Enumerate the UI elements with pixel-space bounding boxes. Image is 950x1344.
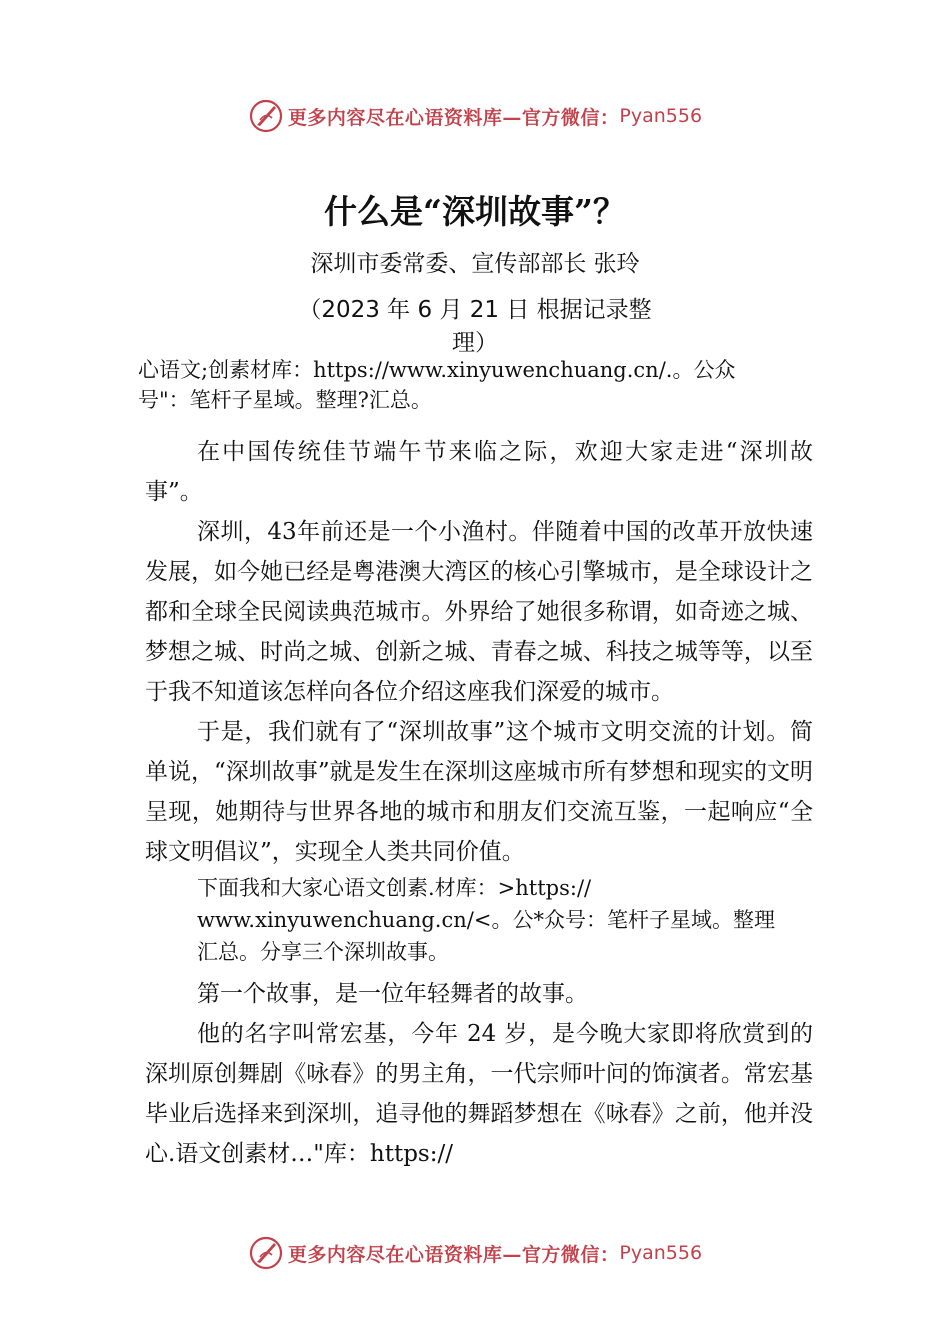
author-line: 深圳市委常委、宣传部部长 张玲: [310, 251, 640, 277]
source-note-line-2: 号"：笔杆子星域。整理?汇总。: [138, 388, 432, 412]
paragraph: 深圳，43年前还是一个小渔村。伴随着中国的改革开放快速发展，如今她已经是粤港澳大湾区的核心引擎城市，是全球设计之都和全球全民阅读典范城市。外界给了她很多称谓，如奇迹之城、梦想之城、时尚之城、创新之城、青春之城、科技之城等等，以至于我不知道该怎样向各位介绍这座我们深爱的城市。: [145, 519, 813, 705]
article-body: [145, 432, 813, 1174]
date-open: （: [298, 297, 322, 323]
quill-logo-icon: [248, 1235, 284, 1271]
header-banner-text: 更多内容尽在心语资料库—官方微信：: [287, 106, 620, 129]
date-month-unit: 月: [432, 297, 470, 323]
date-year-unit: 年: [379, 297, 418, 323]
footer-banner: [0, 1231, 950, 1275]
date-month: 6: [417, 297, 433, 323]
footer-banner-text: 更多内容尽在心语资料库—官方微信：: [287, 1243, 620, 1266]
date-day-unit: 日 根据记录整: [499, 297, 652, 323]
source-note-mid: [145, 872, 837, 968]
source-mid-line-1: 下面我和大家心语文创素.材库：>https://: [197, 876, 592, 900]
date-day: 21: [469, 297, 500, 323]
page-title: 什么是“深圳故事”？: [324, 192, 626, 231]
date-year: 2023: [321, 297, 380, 323]
date-line: [0, 294, 950, 360]
footer-banner-wechat: Pyan556: [619, 1242, 703, 1264]
date-line-2: 理）: [452, 330, 498, 356]
header-banner-wechat: Pyan556: [619, 105, 703, 127]
source-note-line-1: 心语文;创素材库：https://www.xinyuwenchuang.cn/.。公众: [138, 358, 736, 382]
paragraph: 他的名字叫常宏基，今年 24 岁，是今晚大家即将欣赏到的深圳原创舞剧《咏春》的男主角，一代宗师叶问的饰演者。常宏基毕业后选择来到深圳，追寻他的舞蹈梦想在《咏春》之前，他并没心.语文创素材…"库：https://: [145, 1021, 813, 1167]
paragraph: 第一个故事，是一位年轻舞者的故事。: [197, 981, 588, 1007]
header-banner: [0, 94, 950, 138]
source-mid-line-3: 汇总。分享三个深圳故事。: [197, 940, 449, 964]
quill-logo-icon: [248, 98, 284, 134]
paragraph: 在中国传统佳节端午节来临之际，欢迎大家走进“深圳故事”。: [145, 439, 813, 505]
source-mid-line-2: www.xinyuwenchuang.cn/<。公*众号：笔杆子星域。整理: [197, 908, 775, 932]
source-note: [138, 355, 838, 415]
paragraph: 于是，我们就有了“深圳故事”这个城市文明交流的计划。简单说，“深圳故事”就是发生在深圳这座城市所有梦想和现实的文明呈现，她期待与世界各地的城市和朋友们交流互鉴，一起响应“全球文明倡议”，实现全人类共同价值。: [145, 719, 813, 865]
